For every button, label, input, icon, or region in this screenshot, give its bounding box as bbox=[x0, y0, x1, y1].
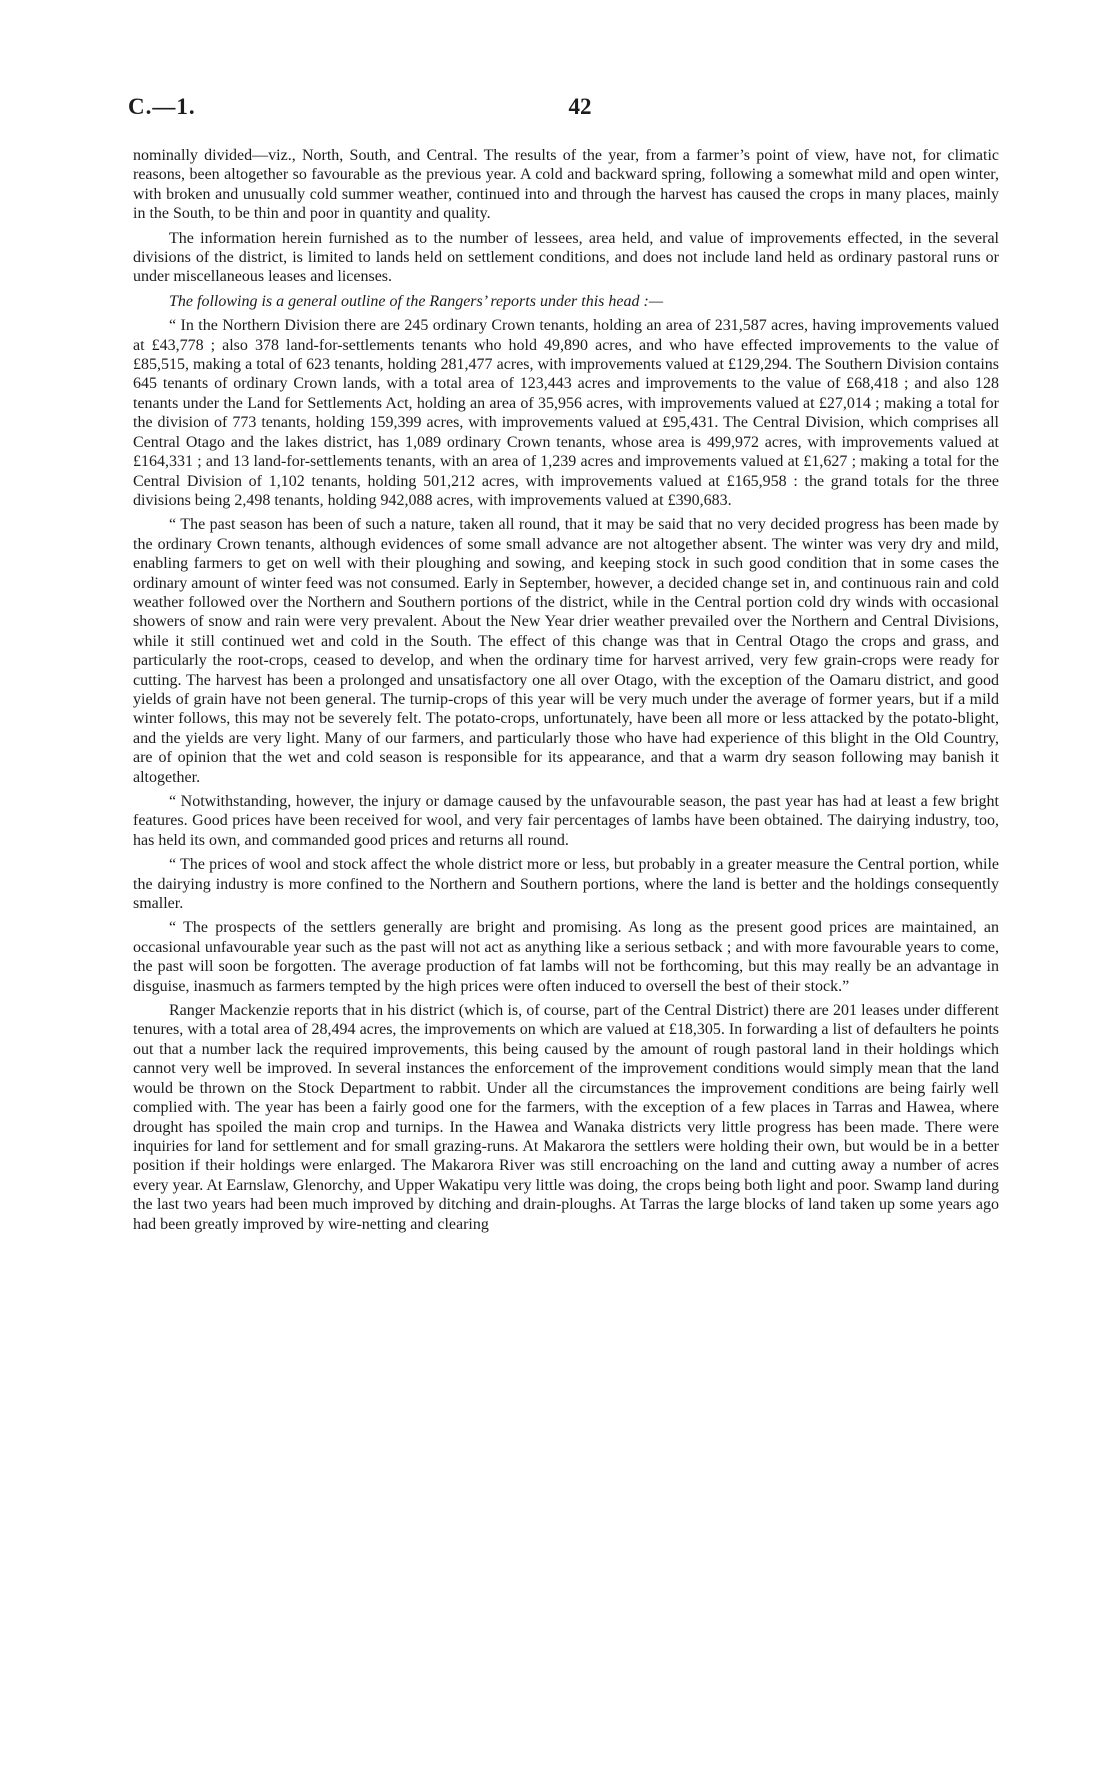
page-number: 42 bbox=[568, 94, 592, 119]
page-header bbox=[128, 94, 1002, 134]
paragraph: “ The prices of wool and stock affect the whole district more or less, but probably in a greater measure the Central portion, while the dairying industry is more confined to the Northern and Southern portions, where the land is better and the holdings consequently smaller. bbox=[133, 856, 999, 913]
paragraph: nominally divided—viz., North, South, and Central. The results of the year, from a farmer’s point of view, have not, for climatic reasons, been altogether so favourable as the previous year. A cold and backward spring, following a somewhat mild and open winter, with broken and unusually cold summer weather, continued into and through the harvest has caused the crops in many places, mainly in the South, to be thin and poor in quantity and quality. bbox=[133, 147, 999, 223]
document-reference: C.—1. bbox=[128, 94, 196, 119]
paragraph: The information herein furnished as to the number of lessees, area held, and value of improvements effected, in the several divisions of the district, is limited to lands held on settlement conditions, and does not include land held as ordinary pastoral runs or under miscellaneous leases and licenses. bbox=[133, 229, 999, 286]
paragraph: Ranger Mackenzie reports that in his district (which is, of course, part of the Central District) there are 201 leases under different tenures, with a total area of 28,494 acres, the improvements on which are valued at £18,305. In forwarding a list of defaulters he points out that a number lack the required improvements, this being caused by the amount of rough pastoral land in their holdings which cannot very well be improved. In several instances the enforcement of the improvement conditions would simply mean that the land would be thrown on the Stock Department to rabbit. Under all the circumstances the improvement conditions are being fairly well complied with. The year has been a fairly good one for the farmers, with the exception of a few places in Tarras and Hawea, where drought has spoiled the main crop and turnips. In the Hawea and Wanaka districts very little progress has been made. There were inquiries for land for settlement and for small grazing-runs. At Makarora the settlers were holding their own, but would be in a better position if their holdings were enlarged. The Makarora River was still encroaching on the land and cutting away a number of acres every year. At Earnslaw, Glenorchy, and Upper Wakatipu very little was doing, the crops being both light and poor. Swamp land during the last two years had been much improved by ditching and drain-ploughs. At Tarras the large blocks of land taken up some years ago had been greatly improved by wire-netting and clearing bbox=[133, 1002, 999, 1233]
paragraph: “ The past season has been of such a nature, taken all round, that it may be said that no very decided progress has been made by the ordinary Crown tenants, although evidences of some small advance are not altogether absent. The winter was very dry and mild, enabling farmers to get on well with their ploughing and sowing, and keeping stock in such good condition that in some cases the ordinary amount of winter feed was not consumed. Early in September, however, a decided change set in, and continuous rain and cold weather followed over the Northern and Southern portions of the district, while in the Central portion cold dry winds with occasional showers of snow and rain were very prevalent. About the New Year drier weather prevailed over the Northern and Central Divisions, while it still continued wet and cold in the South. The effect of this change was that in Central Otago the crops and grass, and particularly the root-crops, ceased to develop, and when the ordinary time for harvest arrived, very few grain-crops were ready for cutting. The harvest has been a prolonged and unsatisfactory one all over Otago, with the exception of the Oamaru district, and good yields of grain have not been general. The turnip-crops of this year will be very much under the average of former years, but if a mild winter follows, this may not be severely felt. The potato-crops, unfortunately, have been all more or less attacked by the potato-blight, and the yields are very light. Many of our farmers, and particularly those who have had experience of this blight in the Old Country, are of opinion that the wet and cold season is responsible for its appearance, and that a warm dry season following may banish it altogether. bbox=[133, 516, 999, 786]
paragraph: “ In the Northern Division there are 245 ordinary Crown tenants, holding an area of 231,587 acres, having improvements valued at £43,778 ; also 378 land-for-settlements tenants who hold 49,890 acres, and who have effected improvements to the value of £85,515, making a total of 623 tenants, holding 281,477 acres, with improvements valued at £129,294. The Southern Division contains 645 tenants of ordinary Crown lands, with a total area of 123,443 acres and improvements to the value of £68,418 ; and also 128 tenants under the Land for Settlements Act, holding an area of 35,956 acres, with improvements valued at £27,014 ; making a total for the division of 773 tenants, holding 159,399 acres, with improvements valued at £95,431. The Central Division, which comprises all Central Otago and the lakes district, has 1,089 ordinary Crown tenants, whose area is 499,972 acres, with improvements valued at £164,331 ; and 13 land-for-settlements tenants, with an area of 1,239 acres and improvements valued at £1,627 ; making a total for the Central Division of 1,102 tenants, holding 501,212 acres, with improvements valued at £165,958 : the grand totals for the three divisions being 2,498 tenants, holding 942,088 acres, with improvements valued at £390,683. bbox=[133, 317, 999, 509]
body-text bbox=[133, 146, 999, 1239]
paragraph: “ The prospects of the settlers generally are bright and promising. As long as the present good prices are maintained, an occasional unfavourable year such as the past will not act as anything like a serious setback ; and with more favourable years to come, the past will soon be forgotten. The average production of fat lambs will not be forthcoming, but this may really be an advantage in disguise, inasmuch as farmers tempted by the high prices were often induced to oversell the best of their stock.” bbox=[133, 919, 999, 995]
paragraph: “ Notwithstanding, however, the injury or damage caused by the unfavourable season, the past year has had at least a few bright features. Good prices have been received for wool, and very fair percentages of lambs have been obtained. The dairying industry, too, has held its own, and commanded good prices and returns all round. bbox=[133, 793, 999, 849]
paragraph: The following is a general outline of the Rangers’ reports under this head :— bbox=[169, 292, 664, 310]
